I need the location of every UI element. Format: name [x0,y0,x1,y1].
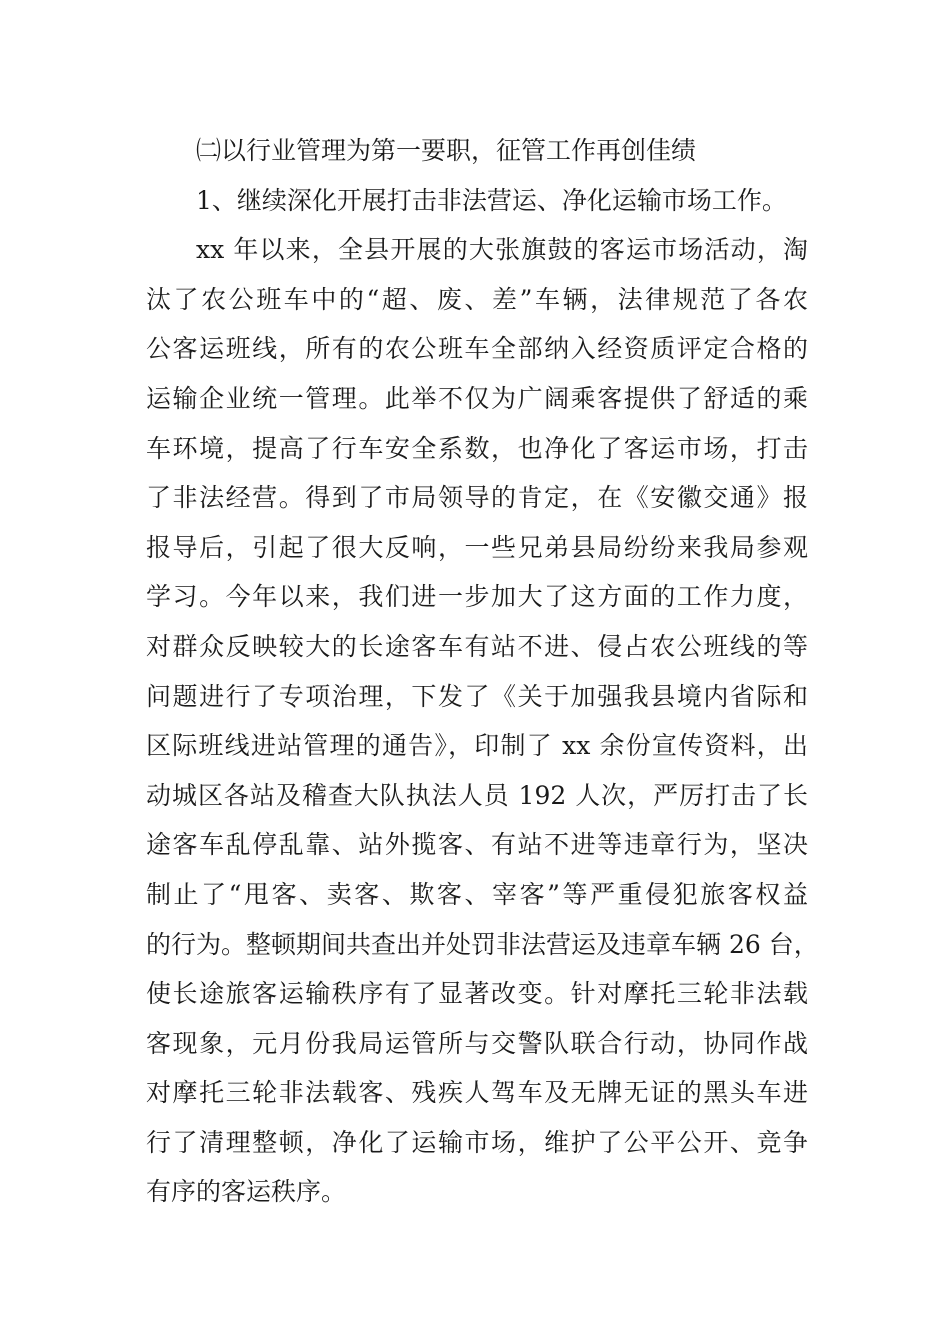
paragraph-line: 学习。今年以来，我们进一步加大了这方面的工作力度， [146,582,808,612]
subsection-heading: 1、继续深化开展打击非法营运、净化运输市场工作。 [196,185,787,215]
paragraph-line: 有序的客运秩序。 [146,1177,347,1207]
section-heading: ㈡以行业管理为第一要职，征管工作再创佳绩 [196,136,697,165]
paragraph-line: xx 年以来，全县开展的大张旗鼓的客运市场活动，淘 [196,235,808,265]
paragraph-line: 公客运班线，所有的农公班车全部纳入经资质评定合格的 [146,334,808,364]
paragraph-line: 对群众反映较大的长途客车有站不进、侵占农公班线的等 [146,631,808,661]
paragraph-line: 问题进行了专项治理，下发了《关于加强我县境内省际和 [146,681,808,711]
paragraph-line: 汰了农公班车中的“超、废、差”车辆，法律规范了各农 [146,284,808,314]
paragraph-line: 了非法经营。得到了市局领导的肯定，在《安徽交通》报 [146,483,808,513]
paragraph-line: 客现象，元月份我局运管所与交警队联合行动，协同作战 [146,1028,808,1058]
document-body [146,126,819,1217]
paragraph-line: 报导后，引起了很大反响，一些兄弟县局纷纷来我局参观 [146,532,808,562]
paragraph-line: 车环境，提高了行车安全系数，也净化了客运市场，打击 [146,433,808,463]
paragraph-line: 对摩托三轮非法载客、残疾人驾车及无牌无证的黑头车进 [146,1078,808,1108]
paragraph-line: 运输企业统一管理。此举不仅为广阔乘客提供了舒适的乘 [146,383,808,413]
paragraph-line: 使长途旅客运输秩序有了显著改变。针对摩托三轮非法载 [146,979,808,1009]
paragraph-line: 制止了“甩客、卖客、欺客、宰客”等严重侵犯旅客权益 [146,879,808,909]
paragraph-line: 行了清理整顿，净化了运输市场，维护了公平公开、竞争 [146,1127,808,1157]
paragraph-line: 途客车乱停乱靠、站外揽客、有站不进等违章行为，坚决 [146,830,808,860]
paragraph-line: 区际班线进站管理的通告》，印制了 xx 余份宣传资料，出 [146,731,808,761]
paragraph-line: 动城区各站及稽查大队执法人员 192 人次，严厉打击了长 [146,780,808,810]
paragraph-line: 的行为。整顿期间共查出并处罚非法营运及违章车辆 26 台， [146,929,819,959]
